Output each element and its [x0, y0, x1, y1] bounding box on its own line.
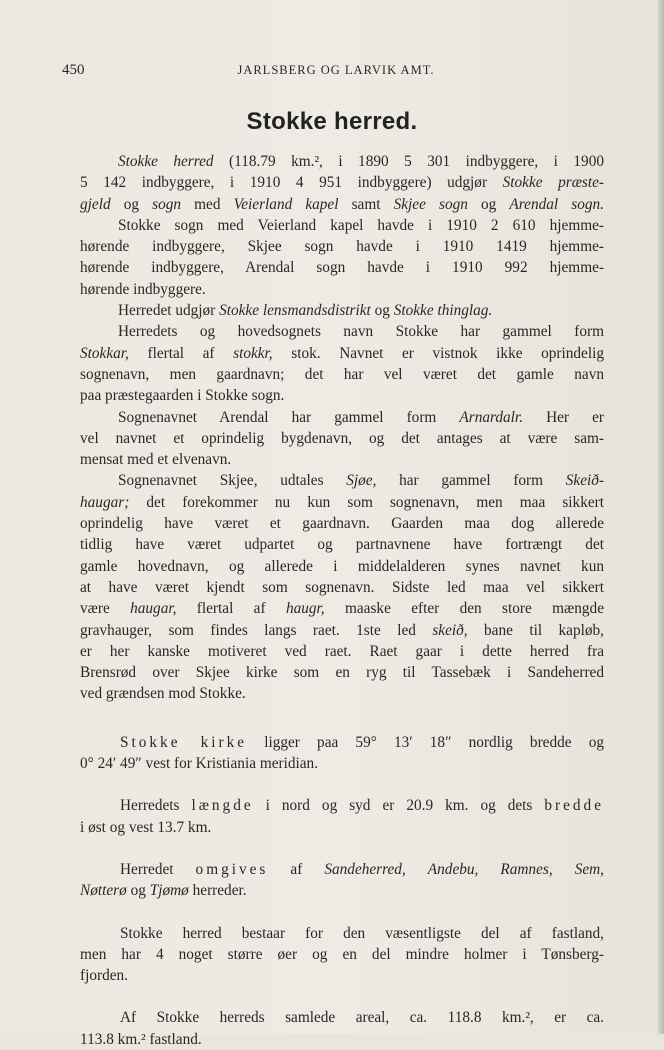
- text-line: Nøtterø og Tjømø herreder.: [80, 882, 247, 900]
- text-line: oprindelig have været et gaardnavn. Gaarden maa dog allerede: [80, 515, 604, 533]
- text-line: tidlig have været udpartet og partnavnene have fortrængt det: [80, 536, 604, 554]
- text-line: sognenavn, men gaardnavn; det har vel været det gamle navn: [80, 365, 604, 383]
- text-line: Af Stokke herreds samlede areal, ca. 118.8 km.², er ca.: [120, 1009, 604, 1027]
- text-line: Stokkar, flertal af stokkr, stok. Navnet er vistnok ikke oprindelig: [80, 344, 604, 362]
- text-line: vel navnet et oprindelig bygdenavn, og det antages at være sam-: [80, 429, 604, 447]
- text-line: 0° 24′ 49″ vest for Kristiania meridian.: [80, 755, 319, 773]
- text-line: Sognenavnet Arendal har gammel form Arnardalr. Her er: [118, 408, 604, 426]
- text-line: Herredet omgives af Sandeherred, Andebu, Ramnes, Sem,: [120, 860, 604, 878]
- running-title: JARLSBERG OG LARVIK AMT.: [237, 63, 435, 77]
- text-line: fjorden.: [80, 967, 128, 985]
- running-head: [62, 62, 610, 82]
- body-text: [80, 151, 604, 1050]
- text-line: Stokke kirke ligger paa 59° 13′ 18″ nordlig bredde og: [120, 733, 604, 751]
- text-line: hørende indbyggere.: [80, 280, 206, 298]
- chapter-title: Stokke herred.: [246, 108, 418, 135]
- text-line: haugar; det forekommer nu kun som sognenavn, men maa sikkert: [80, 493, 604, 511]
- text-line: gamle hovednavn, og allerede i middelalderen synes navnet kun: [80, 557, 604, 575]
- text-line: 113.8 km.² fastland.: [80, 1030, 202, 1048]
- text-line: Brensrød over Skjee kirke som en ryg til Tassebæk i Sandeherred: [80, 664, 604, 682]
- text-line: være haugar, flertal af haugr, maaske efter den store mængde: [80, 600, 604, 618]
- text-line: mensat med et elvenavn.: [80, 451, 232, 469]
- text-line: er her kanske motiveret ved raet. Raet gaar i dette herred fra: [80, 642, 604, 660]
- text-line: gjeld og sogn med Veierland kapel samt Skjee sogn og Arendal sogn.: [80, 195, 604, 213]
- text-line: Herredets længde i nord og syd er 20.9 km. og dets bredde: [120, 797, 604, 815]
- text-line: Herredet udgjør Stokke lensmandsdistrikt og Stokke thinglag.: [118, 302, 493, 320]
- text-line: at have været kjendt som sognenavn. Sidste led maa vel sikkert: [80, 578, 604, 596]
- text-line: hørende indbyggere, Skjee sogn havde i 1910 1419 hjemme-: [80, 238, 604, 256]
- text-line: Herredets og hovedsognets navn Stokke har gammel form: [118, 323, 604, 341]
- text-line: Sognenavnet Skjee, udtales Sjøe, har gammel form Skeið-: [118, 472, 604, 490]
- text-line: i øst og vest 13.7 km.: [80, 818, 212, 836]
- text-line: Stokke herred bestaar for den væsentligste del af fastland,: [120, 924, 604, 942]
- text-line: Stokke sogn med Veierland kapel havde i 1910 2 610 hjemme-: [118, 216, 604, 234]
- text-line: paa præstegaarden i Stokke sogn.: [80, 387, 285, 405]
- text-line: gravhauger, som findes langs raet. 1ste led skeið, bane til kapløb,: [80, 621, 604, 639]
- text-line: ved grændsen mod Stokke.: [80, 685, 246, 703]
- page-edge: [658, 0, 664, 1034]
- text-line: men har 4 noget større øer og en del mindre holmer i Tønsberg-: [80, 945, 604, 963]
- text-line: 5 142 indbyggere, i 1910 4 951 indbyggere) udgjør Stokke præste-: [80, 174, 604, 192]
- page-number: 450: [62, 62, 85, 78]
- text-line: Stokke herred (118.79 km.², i 1890 5 301 indbyggere, i 1900: [118, 153, 604, 170]
- text-line: hørende indbyggere, Arendal sogn havde i 1910 992 hjemme-: [80, 259, 604, 277]
